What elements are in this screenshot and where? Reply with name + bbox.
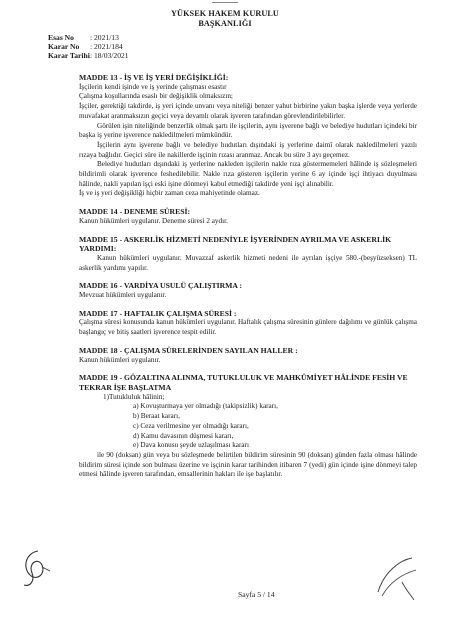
article-13-paragraph: İşçiler, gerektiği takdirde, iş yeri içinde unvanı veya niteliği benzer yahut birbirine yakın başka işlerde veya yerlerde muvafakat aranmaksızın geçici veya devamlı olarak işveren tarafından görevlendirilebilirler.	[79, 102, 417, 120]
list-item: d) Kamu davasının düşmesi kararı,	[133, 431, 234, 440]
list-item: e) Dava konusu şeyde uzlaşılması kararı	[133, 441, 249, 450]
article-14-paragraph: Kanun hükümleri uygulanır. Deneme süresi 2 aydır.	[79, 216, 228, 225]
article-13-paragraph: Belediye hudutları dışındaki iş yerlerine nakleden işçilerin nakle rıza göstermemeleri hâlinde iş sözleşmeleri bildirimli olarak işverence feshedilebilir. Nakle rıza gösteren işçilerin yerine 6 ay içinde işçi ihtiyacı duyulması hâlinde, nakli yapılan işçi eski işine dönmeyi kabul etmediği takdirde yeni işçi alınabilir.	[79, 160, 417, 188]
article-13-paragraph: İşçilerin kendi işinde ve iş yerinde çalışması esastır	[79, 82, 227, 91]
article-15-paragraph: Kanun hükümleri uygulanır. Muvazzaf askerlik hizmeti nedeni ile ayrılan işçiye 580.-(beşyüzseksen) TL askerlik yardımı yapılır.	[79, 253, 417, 272]
decision-number-value: : 2021/184	[90, 42, 123, 51]
decision-number-row	[48, 42, 123, 51]
decision-date-row	[48, 51, 129, 60]
article-14-title: MADDE 14 - DENEME SÜRESİ:	[79, 207, 191, 217]
article-18-title: MADDE 18 - ÇALIŞMA SÜRELERİNDEN SAYILAN HALLER :	[79, 345, 298, 355]
article-16-paragraph: Mevzuat hükümleri uygulanır.	[79, 291, 167, 300]
case-number-row	[48, 33, 119, 42]
page-number: Sayfa 5 / 14	[238, 590, 275, 599]
handwritten-signature	[16, 545, 56, 589]
article-15-title: MADDE 15 - ASKERLİK HİZMETİ NEDENİYLE İŞYERİNDEN AYRILMA VE ASKERLİK YARDIMI:	[79, 234, 392, 254]
article-19-title: MADDE 19 - GÖZALTINA ALINMA, TUTUKLULUK VE MAHKÛMİYET HÂLİNDE FESİH VE TEKRAR İŞE BAŞLATMA	[79, 373, 408, 392]
case-number-value: : 2021/13	[90, 33, 119, 42]
article-13-paragraph: İşçilerin aynı işverene bağlı ve belediye hudutları dışındaki iş yerlerine daimî olarak nakledilmeleri yazılı rızaya bağlıdır. Geçici süre ile nakillerde işçinin rızası aranmaz. Ancak bu süre 3 ayı geçemez.	[79, 140, 417, 159]
decision-date-label: Karar Tarihi	[48, 51, 90, 60]
decision-number-label: Karar No	[48, 42, 80, 51]
document-body	[79, 73, 417, 480]
list-item: a) Kovuşturmaya yer olmadığı (takipsizlik) kararı,	[133, 402, 278, 411]
list-item: c) Ceza verilmesine yer olmadığı kararı,	[133, 421, 249, 430]
article-19-paragraph: ile 90 (doksan) gün veya bu sözleşmede belirtilen bildirim süresinin 90 (doksan) günden fazla olması hâlinde bildirim süresi içinde son bulması üzerine ve işçinin karar tarihinden itibaren 7 (yedi) gün içinde işine dönmeyi talep etmesi hâlinde işveren tarafından, emsallerinin hakları ile işe başlatılır.	[79, 450, 417, 479]
article-17-title: MADDE 17 - HAFTALIK ÇALIŞMA SÜRESİ :	[79, 308, 237, 318]
article-18-paragraph: Kanun hükümleri uygulanır.	[79, 355, 161, 364]
article-13-paragraph: Görülen işin niteliğinde benzerlik olmak şartı ile işçilerin, aynı işverene bağlı ve belediye hudutları içindeki bir başka iş yerine işverence nakledilmeleri mümkündür.	[79, 121, 417, 140]
list-item: b) Beraat kararı,	[133, 412, 180, 421]
article-16-title: MADDE 16 - VARDİYA USULÜ ÇALIŞTIRMA :	[79, 281, 243, 291]
decision-date-value: : 18/03/2021	[90, 51, 129, 60]
court-department: BAŞKANLIĞI	[198, 19, 252, 28]
court-name: YÜKSEK HAKEM KURULU	[171, 9, 279, 18]
article-17-paragraph: Çalışma süresi konusunda kanun hükümleri uygulanır. Haftalık çalışma süresinin günlere dağılımı ve günlük çalışma başlangıç ve bitiş saatleri işverence tespit edilir.	[79, 318, 417, 337]
case-number-label: Esas No	[48, 33, 74, 42]
article-13-paragraph: Çalışma koşullarında esaslı bir değişiklik olmaksızın;	[79, 92, 233, 101]
article-13-title: MADDE 13 - İŞ VE İŞ YERİ DEĞİŞİKLİĞİ:	[79, 73, 229, 82]
signature-stamp	[372, 552, 420, 604]
article-13-paragraph: İş ve iş yeri değişikliği hiçbir zaman ceza mahiyetinde olamaz.	[79, 189, 260, 198]
article-19-intro: 1)Tutukluluk hâlinin;	[103, 392, 165, 401]
top-mark	[212, 2, 238, 6]
